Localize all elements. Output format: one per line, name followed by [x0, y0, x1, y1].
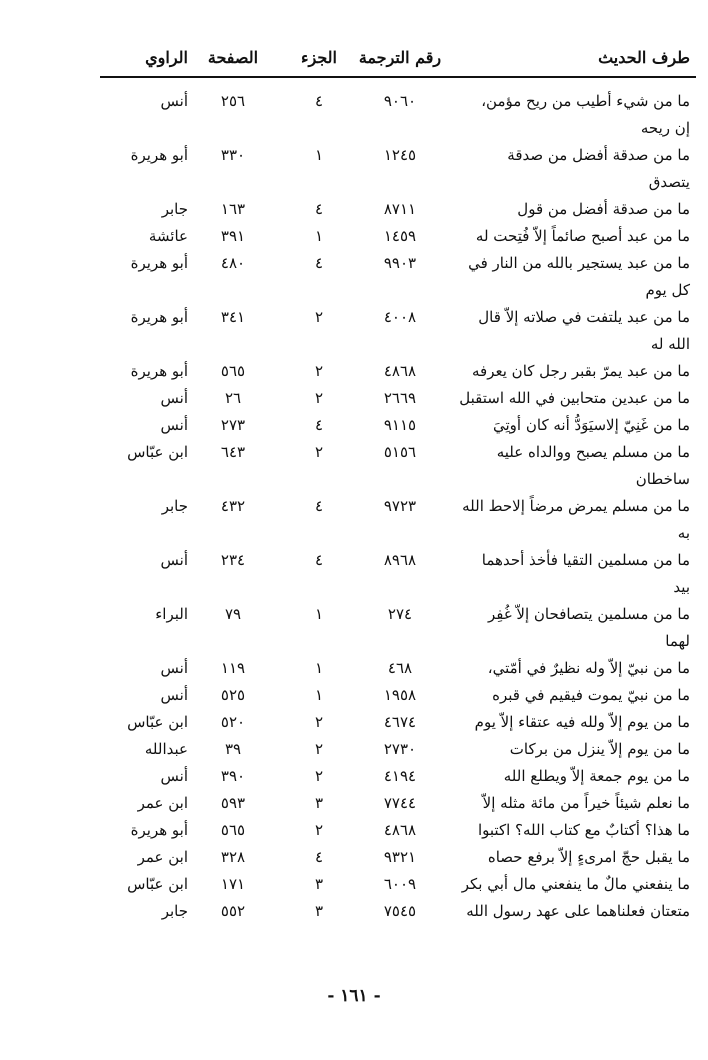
narrator-name: أبو هريرة: [130, 308, 188, 326]
juz-number: ٤: [314, 200, 324, 218]
narrator-name: جابر: [161, 200, 188, 218]
narrator-name: عبدالله: [144, 740, 188, 758]
juz-number: ٢: [314, 821, 324, 839]
table-header: [100, 48, 696, 74]
tarjama-number: ٥١٥٦: [383, 443, 417, 461]
juz-number: ٢: [314, 740, 324, 758]
row-continuation-line: [100, 520, 696, 547]
tarjama-number: ٩١١٥: [383, 416, 417, 434]
hadith-continuation: الله له: [650, 335, 690, 353]
hadith-continuation: به: [677, 524, 690, 542]
table-row: [100, 763, 696, 790]
hadith-text: ما من يوم إلاّ ينزل من بركات: [509, 740, 690, 758]
hadith-text: ما من عبدين متحابين في الله استقبل: [459, 389, 690, 407]
header-tarjama: رقم الترجمة: [358, 48, 442, 67]
juz-number: ١: [314, 686, 324, 704]
tarjama-number: ٤١٩٤: [383, 767, 417, 785]
tarjama-number: ١٤٥٩: [383, 227, 417, 245]
juz-number: ١: [314, 227, 324, 245]
row-main-line: [100, 250, 696, 277]
row-continuation-line: [100, 331, 696, 358]
narrator-name: جابر: [161, 902, 188, 920]
hadith-continuation: إن ريحه: [640, 119, 690, 137]
row-main-line: [100, 385, 696, 412]
juz-number: ٢: [314, 362, 324, 380]
tarjama-number: ٨٩٦٨: [383, 551, 417, 569]
hadith-text: ما من غَنِيّ إلاسيَوَدُّ أنه كان أوتِيَ: [493, 416, 690, 434]
juz-number: ٤: [314, 848, 324, 866]
table-row: [100, 682, 696, 709]
narrator-name: أنس: [160, 551, 188, 569]
row-main-line: [100, 763, 696, 790]
table-row: [100, 790, 696, 817]
page-number-cell: ٣٩٠: [220, 767, 246, 785]
juz-number: ٣: [314, 794, 324, 812]
hadith-text: ما نعلم شيئاً خيراً من مائة مثله إلاّ: [482, 794, 690, 812]
hadith-text: ما من عبد يلتفت في صلاته إلاّ قال: [478, 308, 690, 326]
page-number-cell: ٣٩: [224, 740, 242, 758]
juz-number: ٤: [314, 254, 324, 272]
juz-number: ٤: [314, 92, 324, 110]
header-juz: الجزء: [301, 48, 337, 67]
page-number-cell: ٧٩: [224, 605, 242, 623]
hadith-text: ما من شيء أطيب من ريح مؤمن،: [481, 92, 690, 110]
table-row: [100, 601, 696, 655]
page-number-cell: ٦٤٣: [220, 443, 246, 461]
table-row: [100, 844, 696, 871]
tarjama-number: ٩٧٢٣: [383, 497, 417, 515]
page-number-cell: ٣٩١: [220, 227, 246, 245]
table-row: [100, 736, 696, 763]
row-continuation-line: [100, 574, 696, 601]
page-number-cell: ٣٣٠: [220, 146, 246, 164]
juz-number: ٢: [314, 308, 324, 326]
hadith-text: ما يقبل حجّ امرىءٍ إلاّ برفع حصاه: [487, 848, 690, 866]
narrator-name: جابر: [161, 497, 188, 515]
page-number: - ١٦١ -: [327, 986, 381, 1006]
hadith-text: ما هذا؟ أكتابٌ مع كتاب الله؟ اكتبوا: [477, 821, 690, 839]
narrator-name: عائشة: [148, 227, 188, 245]
row-main-line: [100, 196, 696, 223]
narrator-name: ابن عبّاس: [127, 713, 188, 731]
tarjama-number: ١٢٤٥: [383, 146, 417, 164]
tarjama-number: ٤٦٧٤: [383, 713, 417, 731]
row-main-line: [100, 709, 696, 736]
page-number-cell: ١٧١: [220, 875, 246, 893]
row-main-line: [100, 439, 696, 466]
juz-number: ٤: [314, 497, 324, 515]
narrator-name: ابن عبّاس: [127, 875, 188, 893]
hadith-text: متعتان فعلناهما على عهد رسول الله: [466, 902, 690, 920]
hadith-text: ما من مسلمين التقيا فأخذ أحدهما: [481, 551, 690, 569]
tarjama-number: ٤٠٠٨: [383, 308, 417, 326]
table-row: [100, 412, 696, 439]
tarjama-number: ٩٣٢١: [383, 848, 417, 866]
table-row: [100, 358, 696, 385]
hadith-continuation: بيد: [673, 578, 690, 596]
page-number-cell: ٥٦٥: [220, 821, 246, 839]
row-main-line: [100, 304, 696, 331]
row-main-line: [100, 682, 696, 709]
hadith-text: ما من عبد يمرّ بقبر رجل كان يعرفه: [472, 362, 690, 380]
page-number-cell: ٢٥٦: [220, 92, 246, 110]
tarjama-number: ٢٧٤: [387, 605, 413, 623]
hadith-continuation: ساخطان: [635, 470, 690, 488]
juz-number: ٤: [314, 416, 324, 434]
narrator-name: أبو هريرة: [130, 146, 188, 164]
table-row: [100, 817, 696, 844]
hadith-text: ما من يوم إلاّ ولله فيه عتقاء إلاّ يوم: [474, 713, 690, 731]
page-number-cell: ٢٧٣: [220, 416, 246, 434]
table-row: [100, 898, 696, 925]
hadith-text: ما من عبد أصبح صائماً إلاّ فُتِحت له: [475, 227, 690, 245]
hadith-text: ما من عبد يستجير بالله من النار في: [468, 254, 690, 272]
hadith-text: ما من نبيّ يموت فيقيم في قبره: [492, 686, 690, 704]
header-rule: [100, 76, 696, 78]
tarjama-number: ٦٠٠٩: [383, 875, 417, 893]
narrator-name: ابن عبّاس: [127, 443, 188, 461]
row-main-line: [100, 358, 696, 385]
narrator-name: ابن عمر: [137, 848, 188, 866]
row-main-line: [100, 871, 696, 898]
hadith-text: ما من مسلم يمرض مرضاً إلاحط الله: [462, 497, 690, 515]
row-main-line: [100, 142, 696, 169]
page-number-cell: ٤٣٢: [220, 497, 246, 515]
table-row: [100, 709, 696, 736]
hadith-text: ما ينفعني مالٌ ما ينفعني مال أبي بكر: [461, 875, 690, 893]
row-main-line: [100, 412, 696, 439]
row-main-line: [100, 790, 696, 817]
tarjama-number: ٧٧٤٤: [383, 794, 417, 812]
narrator-name: أنس: [160, 767, 188, 785]
hadith-text: ما من نبيّ إلاّ وله نظيرٌ في أمّتي،: [487, 659, 690, 677]
juz-number: ١: [314, 146, 324, 164]
tarjama-number: ٤٦٨: [387, 659, 413, 677]
narrator-name: البراء: [155, 605, 188, 623]
row-main-line: [100, 493, 696, 520]
table-row: [100, 142, 696, 196]
juz-number: ٢: [314, 713, 324, 731]
row-main-line: [100, 547, 696, 574]
narrator-name: أنس: [160, 659, 188, 677]
tarjama-number: ٨٧١١: [383, 200, 417, 218]
tarjama-number: ٧٥٤٥: [383, 902, 417, 920]
table-row: [100, 304, 696, 358]
narrator-name: أنس: [160, 686, 188, 704]
table-row: [100, 493, 696, 547]
row-main-line: [100, 223, 696, 250]
header-hadith: طرف الحديث: [598, 48, 690, 67]
narrator-name: أنس: [160, 389, 188, 407]
tarjama-number: ٢٧٣٠: [383, 740, 417, 758]
page-number-cell: ٣٢٨: [220, 848, 246, 866]
tarjama-number: ٩٩٠٣: [383, 254, 417, 272]
narrator-name: أبو هريرة: [130, 254, 188, 272]
page-number-cell: ٥٥٢: [220, 902, 246, 920]
page-number-cell: ٥٢٠: [220, 713, 246, 731]
juz-number: ٤: [314, 551, 324, 569]
hadith-text: ما من مسلم يصبح ووالداه عليه: [496, 443, 690, 461]
row-continuation-line: [100, 115, 696, 142]
hadith-continuation: كل يوم: [645, 281, 690, 299]
header-page: الصفحة: [207, 48, 259, 67]
tarjama-number: ٤٨٦٨: [383, 821, 417, 839]
tarjama-number: ٢٦٦٩: [383, 389, 417, 407]
row-main-line: [100, 817, 696, 844]
page-number-cell: ٣٤١: [220, 308, 246, 326]
tarjama-number: ٩٠٦٠: [383, 92, 417, 110]
header-rawi: الراوي: [145, 48, 188, 67]
hadith-continuation: لهما: [665, 632, 690, 650]
juz-number: ١: [314, 605, 324, 623]
table-row: [100, 88, 696, 142]
page-number-cell: ٢٦: [224, 389, 242, 407]
juz-number: ٢: [314, 389, 324, 407]
table-row: [100, 223, 696, 250]
hadith-text: ما من مسلمين يتصافحان إلاّ غُفِر: [487, 605, 690, 623]
row-main-line: [100, 601, 696, 628]
page-number-cell: ٥٦٥: [220, 362, 246, 380]
page-number-cell: ٥٢٥: [220, 686, 246, 704]
narrator-name: ابن عمر: [137, 794, 188, 812]
row-continuation-line: [100, 466, 696, 493]
index-table: [100, 88, 696, 925]
juz-number: ٢: [314, 443, 324, 461]
narrator-name: أنس: [160, 92, 188, 110]
row-continuation-line: [100, 628, 696, 655]
table-row: [100, 250, 696, 304]
juz-number: ٣: [314, 875, 324, 893]
juz-number: ٢: [314, 767, 324, 785]
table-row: [100, 439, 696, 493]
row-main-line: [100, 655, 696, 682]
row-continuation-line: [100, 169, 696, 196]
row-main-line: [100, 736, 696, 763]
table-row: [100, 547, 696, 601]
hadith-text: ما من يوم جمعة إلاّ ويطلع الله: [503, 767, 690, 785]
tarjama-number: ٤٨٦٨: [383, 362, 417, 380]
hadith-text: ما من صدقة أفضل من قول: [517, 200, 690, 218]
row-main-line: [100, 88, 696, 115]
hadith-text: ما من صدقة أفضل من صدقة: [507, 146, 690, 164]
page-number-cell: ٢٣٤: [220, 551, 246, 569]
page-number-cell: ١٦٣: [220, 200, 246, 218]
page-number-cell: ٤٨٠: [220, 254, 246, 272]
juz-number: ٣: [314, 902, 324, 920]
table-row: [100, 655, 696, 682]
hadith-continuation: يتصدق: [648, 173, 690, 191]
narrator-name: أبو هريرة: [130, 821, 188, 839]
table-row: [100, 871, 696, 898]
row-main-line: [100, 898, 696, 925]
tarjama-number: ١٩٥٨: [383, 686, 417, 704]
table-row: [100, 196, 696, 223]
narrator-name: أبو هريرة: [130, 362, 188, 380]
table-row: [100, 385, 696, 412]
juz-number: ١: [314, 659, 324, 677]
page-number-cell: ١١٩: [220, 659, 246, 677]
page-number-cell: ٥٩٣: [220, 794, 246, 812]
row-main-line: [100, 844, 696, 871]
narrator-name: أنس: [160, 416, 188, 434]
row-continuation-line: [100, 277, 696, 304]
